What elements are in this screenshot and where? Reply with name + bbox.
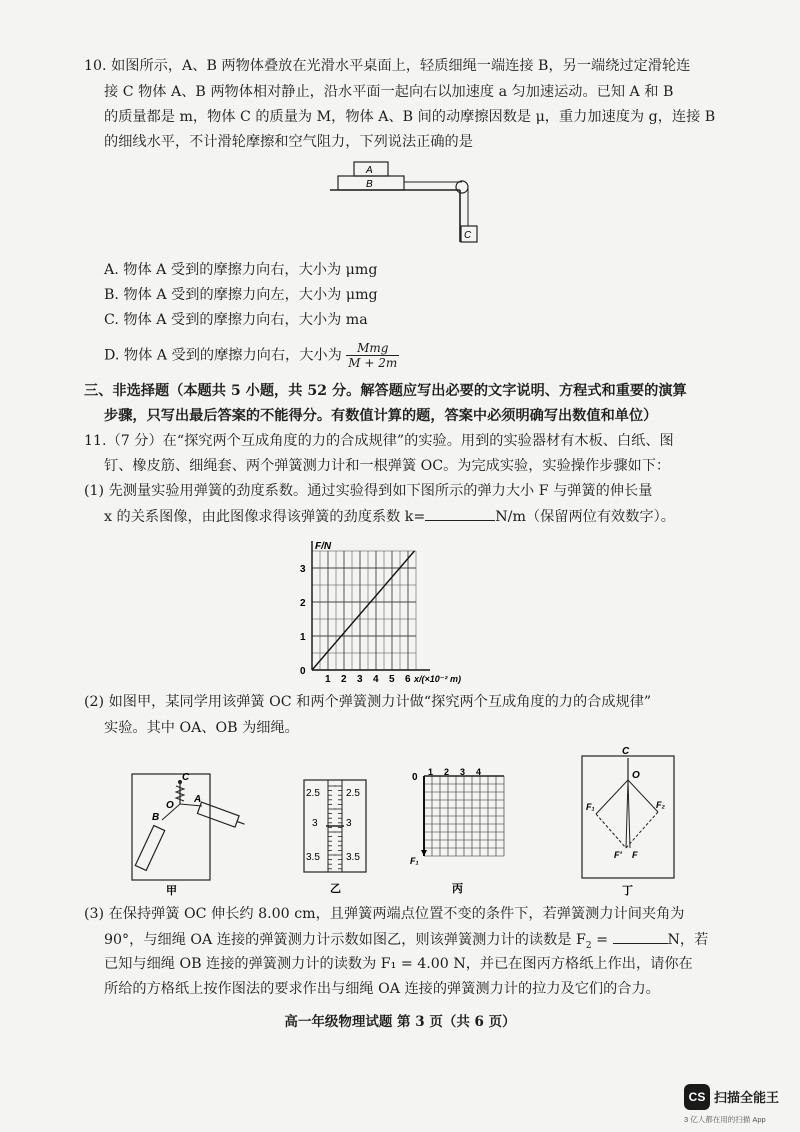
bing-tick-label: 1 [428,767,434,777]
camscanner-name: 扫描全能王 [714,1090,780,1105]
jia-label-a: A [194,794,202,805]
part1-unit-text: N/m（保留两位有效数字）。 [495,509,675,525]
ding-label-f1: F₁ [586,802,595,812]
yi-tick-label-right-3: 3.5 [346,852,360,863]
jia-caption: 甲 [166,885,177,897]
answer-blank-k[interactable] [425,506,495,521]
y-tick-label: 3 [300,564,306,575]
part3-equals: = [591,932,613,948]
bing-tick-label: 3 [460,767,466,777]
yi-tick-label-left-2: 3 [312,818,318,829]
figure-bing [410,766,520,898]
y-axis-label: F/N [315,541,332,552]
ding-label-f2: F₂ [656,800,665,810]
x-tick-label: 5 [389,674,395,685]
answer-blank-f2[interactable] [613,929,668,944]
q10-option-b: B. 物体 A 受到的摩擦力向左，大小为 μmg [104,287,378,303]
jia-label-o: O [166,800,174,811]
q10-pulley-figure [330,152,490,262]
ding-label-f-prime: F' [614,850,622,860]
ding-label-c: C [622,746,630,757]
q10-line4: 的细线水平，不计滑轮摩擦和空气阻力，下列说法正确的是 [104,134,473,150]
f2-subscript: 2 [585,940,592,951]
ding-caption: 丁 [622,885,633,897]
x-tick-label: 4 [373,674,379,685]
section3-line2: 步骤，只写出最后答案的不能得分。有数值计算的题，答案中必须明确写出数值和单位） [104,408,658,424]
part3-unit-text: N，若 [667,932,709,948]
figure-ding [576,744,686,902]
q10-line3: 的质量都是 m，物体 C 的质量为 M，物体 A、B 间的动摩擦因数是 μ，重力加速度为 g，连接 B [104,109,716,125]
page-footer: 高一年级物理试题 第 3 页（共 6 页） [284,1014,516,1030]
q10-option-a: A. 物体 A 受到的摩擦力向右，大小为 μmg [104,262,378,278]
y-tick-label: 2 [300,598,306,609]
block-a-label: A [366,165,373,176]
camscanner-logo: CS [684,1084,710,1110]
x-axis-label: x/(×10⁻² m) [414,674,462,684]
figure-jia [112,768,252,898]
fraction-denominator: M + 2m [348,356,398,370]
fraction-numerator: Mmg [346,341,399,356]
bing-tick-label: 2 [444,767,450,777]
bing-origin-label: 0 [412,772,418,783]
q11-part2-line2: 实验。其中 OA、OB 为细绳。 [104,720,299,736]
q10-option-d-text: D. 物体 A 受到的摩擦力向右，大小为 [104,347,342,364]
q10-line1: 10. 如图所示，A、B 两物体叠放在光滑水平桌面上，轻质细绳一端连接 B，另一端绕过定滑轮连 [84,58,691,74]
bing-tick-label: 4 [476,767,482,777]
bing-f1-label: F₁ [410,856,419,866]
q11-part1-line1: (1) 先测量实验用弹簧的劲度系数。通过实验得到如下图所示的弹力大小 F 与弹簧的伸长量 [84,483,653,499]
camscanner-slogan: 3 亿人都在用的扫描 App [684,1115,766,1124]
q10-line2: 接 C 物体 A、B 两物体相对静止，沿水平面一起向右以加速度 a 匀加速运动。已知 A 和 B [104,84,674,100]
x-tick-label: 1 [325,674,331,685]
q11-part3-line3: 已知与细绳 OB 连接的弹簧测力计的读数为 F₁ = 4.00 N，并已在图丙方格纸上作出，请你在 [104,956,693,972]
ding-label-o: O [632,770,640,781]
block-b-label: B [366,179,373,190]
data-line [312,551,414,670]
q10-option-d [104,341,399,370]
q10-option-d-fraction [346,341,399,370]
q11-part3-line4: 所给的方格纸上按作图法的要求作出与细绳 OA 连接的弹簧测力计的拉力及它们的合力。 [104,981,660,997]
ding-label-f: F [632,850,638,860]
yi-tick-label-left-3: 3.5 [306,852,320,863]
y-tick-label: 1 [300,632,306,643]
part1-text: x 的关系图像，由此图像求得该弹簧的劲度系数 k= [104,509,426,525]
q11-part3-line1: (3) 在保持弹簧 OC 伸长约 8.00 cm，且弹簧两端点位置不变的条件下，若弹簧测力计间夹角为 [84,906,685,922]
section3-line1: 三、非选择题（本题共 5 小题，共 52 分。解答题应写出必要的文字说明、方程式和重要的演算 [84,383,687,399]
camscanner-watermark [684,1082,794,1128]
yi-caption: 乙 [330,883,341,895]
bing-caption: 丙 [452,883,463,895]
jia-label-b: B [152,812,160,823]
block-c-label: C [464,230,472,241]
x-tick-label: 6 [405,674,411,685]
q11-part2-line1: (2) 如图甲，某同学用该弹簧 OC 和两个弹簧测力计做“探究两个互成角度的力的合成规律” [84,694,652,710]
q10-option-c: C. 物体 A 受到的摩擦力向右，大小为 ma [104,312,368,328]
origin-label: 0 [300,666,306,677]
spring-force-graph [290,528,490,688]
part3-text: 90°，与细绳 OA 连接的弹簧测力计示数如图乙，则该弹簧测力计的读数是 F [104,932,586,948]
yi-tick-label-left-1: 2.5 [306,788,320,799]
x-tick-label: 2 [341,674,347,685]
x-tick-label: 3 [357,674,363,685]
q11-part3-line2 [104,929,708,956]
f1-arrowhead [421,850,427,856]
q11-part1-line2 [104,506,675,527]
yi-tick-label-right-2: 3 [346,818,352,829]
jia-label-c: C [182,772,190,783]
q11-line2: 钉、橡皮筋、细绳套、两个弹簧测力计和一根弹簧 OC。为完成实验，实验操作步骤如下： [104,458,671,474]
figure-yi [298,778,378,898]
q11-line1: 11.（7 分）在“探究两个互成角度的力的合成规律”的实验。用到的实验器材有木板、白纸、图 [84,433,674,449]
yi-tick-label-right-1: 2.5 [346,788,360,799]
